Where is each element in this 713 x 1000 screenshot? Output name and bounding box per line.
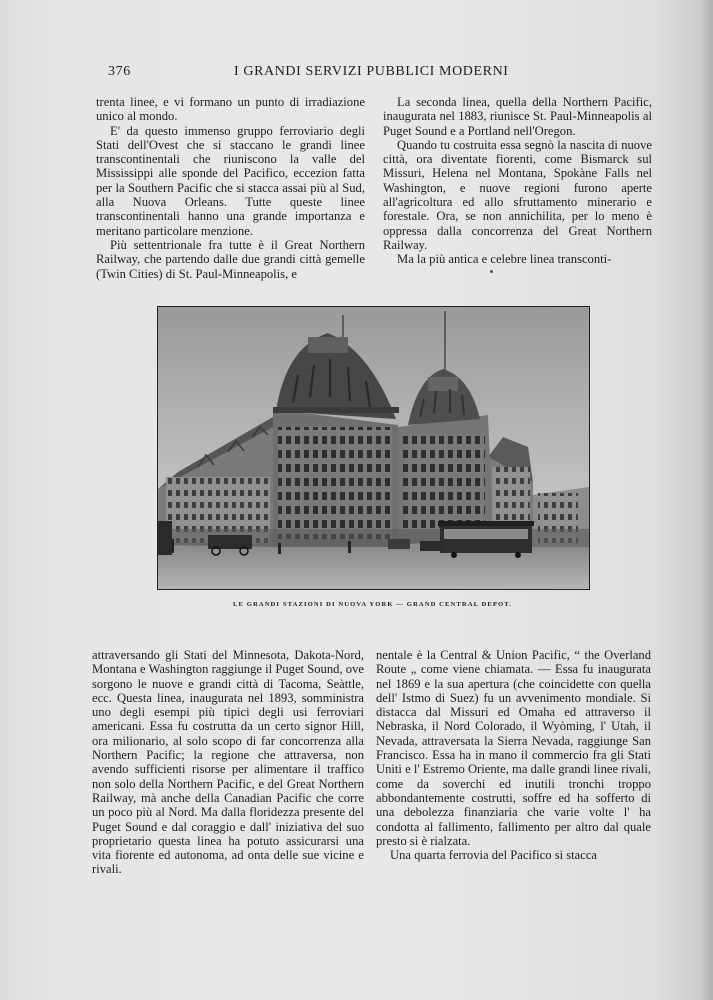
paragraph: Quando tu costruita essa segnò la nascita di nuove città, ora diventate fiorenti, come Bismarck sul Missuri, Helena nel Montana, Spokàne Falls nel Washington, e nuove regioni furono aperte all'agricoltura ed allo sfruttamento minerario e forestale. Ora, se non annichilita, per lo meno è oppressa dalla concorrenza del Great Northern Railway.	[383, 137, 652, 252]
paragraph: nentale è la Central & Union Pacific, “ the Overland Route „ come viene chiamata. — Essa fu inaugurata nel 1869 e la sua apertura (che coincidette con quella dell' Istmo di Suez) fu un avvenimento mondiale. Si distacca dal Missuri ed Omaha ed attraverso il Nebraska, il Nord Colorado, il Wyòming, l' Utah, il Nevada, attraversata la Sierra Nevada, raggiunge San Francisco. Essa ha in mano il commercio fra gli Stati Uniti e l' Estremo Oriente, ma dalle grandi linee rivali, come da soverchi ed inutili tronchi troppo abbondantemente costrutti, soffre ed ha sofferto di una debolezza finanziaria che varie volte l' ha condotta al fallimento, fallimento per altro dal quale presto si è rialzata.	[376, 648, 651, 848]
page-edge-shadow	[699, 0, 713, 1000]
ink-speck	[490, 270, 493, 273]
paragraph: trenta linee, e vi formano un punto di irradiazione unico al mondo.	[96, 95, 365, 124]
station-photograph	[157, 306, 590, 590]
paragraph: Più settentrionale fra tutte è il Great Northern Railway, che partendo dalle due grandi città gemelle (Twin Cities) di St. Paul-Minneapolis, e	[96, 237, 365, 281]
page-header	[108, 64, 600, 82]
paragraph: La seconda linea, quella della Northern Pacific, inaugurata nel 1883, riunisce St. Paul-Minneapolis al Puget Sound e a Portland nell'Oregon.	[383, 95, 652, 138]
bottom-right-column	[376, 648, 651, 862]
grand-central-depot-illustration	[158, 307, 589, 589]
paragraph: Una quarta ferrovia del Pacifico si stacca	[390, 848, 597, 863]
paragraph: E' da questo immenso gruppo ferroviario degli Stati dell'Ovest che si staccano le grandi linee transcontinentali che riuniscono la valle del Mississippi alle sponde del Pacifico, eccezion fatta per la Southern Pacific che si stacca assai più al Sud, alla Nuova Orleans. Tutte queste linee transcontinentali hanno una grande importanza e meritano particolare menzione.	[96, 123, 365, 238]
bottom-left-column	[92, 648, 364, 877]
running-title: I GRANDI SERVIZI PUBBLICI MODERNI	[234, 64, 509, 79]
paragraph: Ma la più antica e celebre linea transconti-	[397, 252, 612, 267]
paragraph: attraversando gli Stati del Minnesota, Dakota-Nord, Montana e Washington raggiunge il Puget Sound, ove sorgono le nuove e grandi città di Tacoma, Seàttle, ecc. Questa linea, inaugurata nel 1893, somministra uno degli esempi più tipici degli usi ferroviari americani. Essa fu costrutta da un certo signor Hill, ora milionario, al solo scopo di far concorrenza alla Northern Pacific; la regione che attraversa, non avendo sufficienti risorse per alimentare il traffico non solo della Northern Pacific, e del Great Northern Railway, mà anche della Canadian Pacific che corre un poco più al Nord. Ma dalla floridezza presente del Puget Sound e dal coraggio e dall' iniziativa del suo proprietario questa linea ha potuto assicurarsi una vita fiorente ed autonoma, ad onta delle sue vicine e rivali.	[92, 648, 364, 877]
page-number: 376	[108, 64, 131, 79]
figure-caption: LE GRANDI STAZIONI DI NUOVA YORK — GRAND CENTRAL DEPOT.	[233, 601, 512, 608]
top-left-column	[96, 95, 365, 281]
top-right-column	[383, 95, 652, 267]
